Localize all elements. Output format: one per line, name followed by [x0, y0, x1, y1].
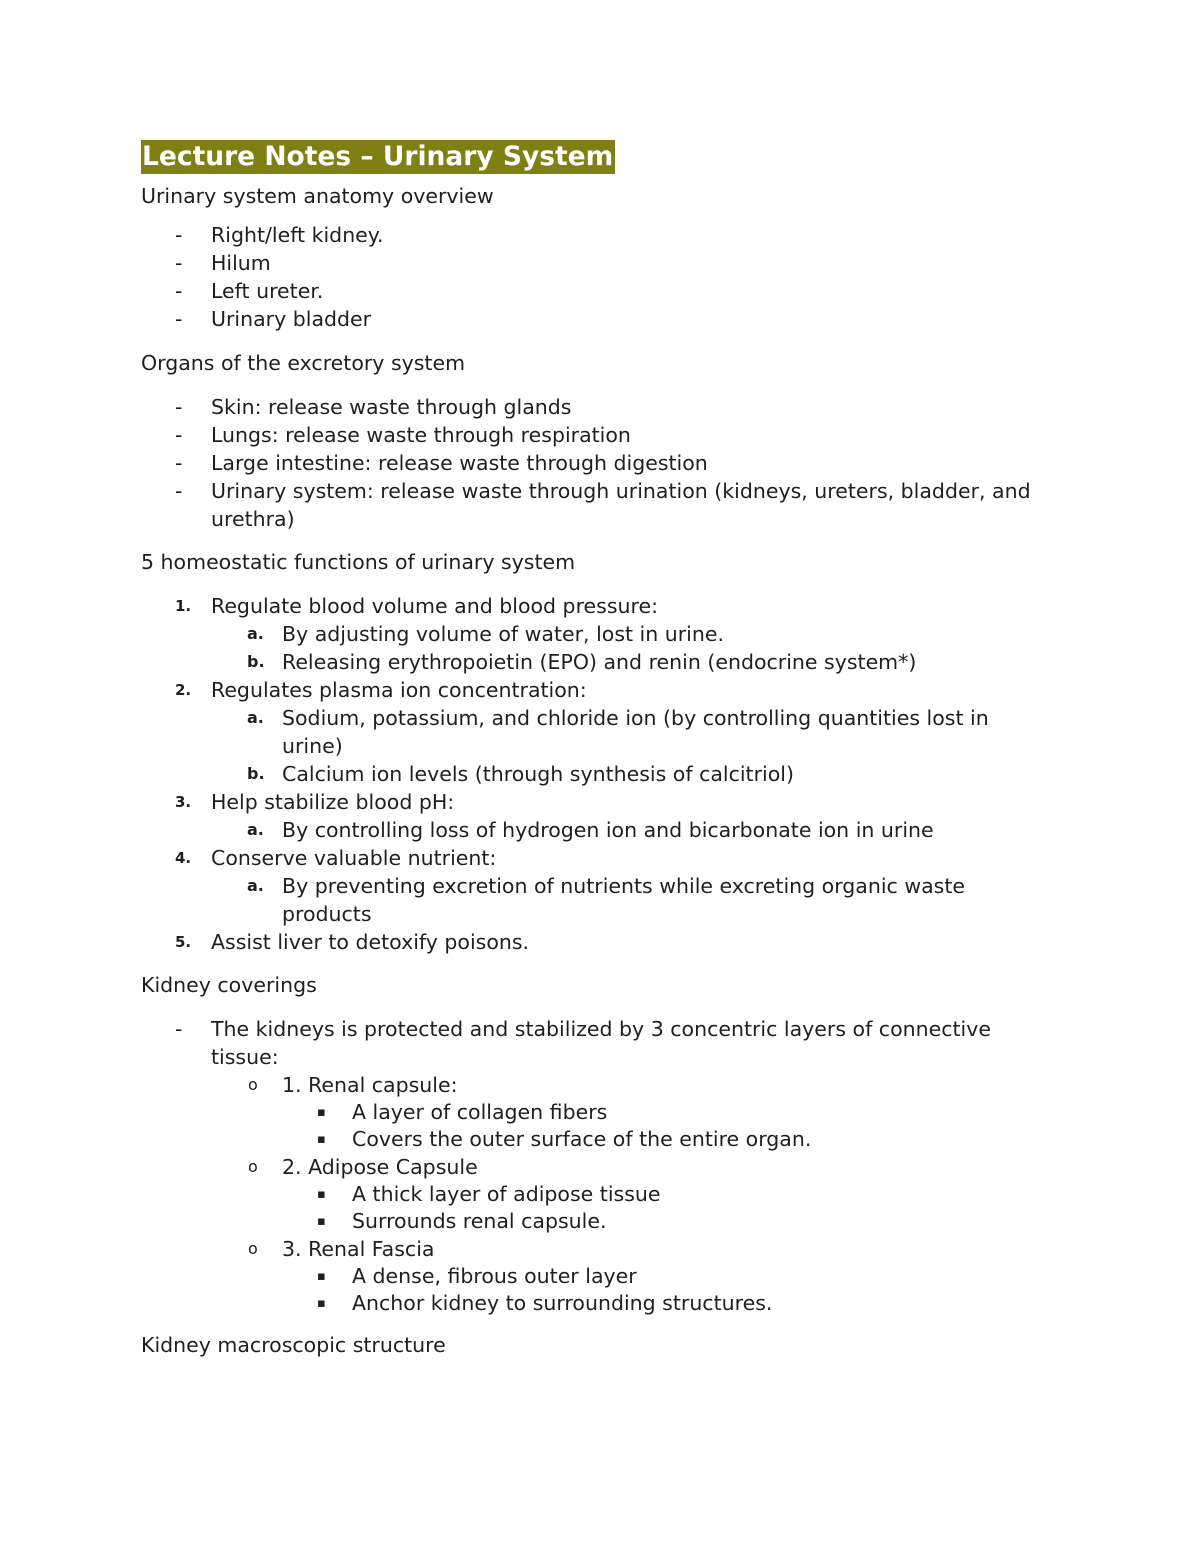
page-title: Lecture Notes – Urinary System — [142, 141, 614, 172]
dash-bullet: - — [175, 1017, 183, 1041]
layer-item: o 3. Renal Fascia — [248, 1237, 435, 1261]
dash-bullet: - — [175, 479, 183, 503]
point-item: ▪ Covers the outer surface of the entire organ. — [317, 1127, 812, 1151]
lettered-item: a. By adjusting volume of water, lost in urine. — [247, 622, 725, 646]
dash-bullet: - — [175, 223, 183, 247]
section-heading-excretory: Organs of the excretory system — [141, 351, 466, 375]
dash-bullet: - — [175, 251, 183, 275]
point-item: ▪ Anchor kidney to surrounding structures. — [317, 1291, 773, 1315]
layer-points — [141, 1181, 1041, 1235]
list-item: - Urinary bladder — [175, 307, 372, 331]
number-marker: 5. — [175, 933, 192, 951]
document-page — [141, 140, 1041, 1359]
list-item: - Right/left kidney. — [175, 223, 384, 247]
dash-bullet: - — [175, 451, 183, 475]
list-item: - Lungs: release waste through respiration — [175, 423, 631, 447]
numbered-item: 2. Regulates plasma ion concentration: — [175, 678, 587, 702]
number-marker: 4. — [175, 849, 192, 867]
square-bullet: ▪ — [317, 1214, 326, 1229]
lettered-item: a. By preventing excretion of nutrients while excreting organic waste products — [247, 874, 965, 926]
letter-marker: b. — [247, 652, 265, 671]
letter-marker: a. — [247, 708, 264, 727]
letter-marker: a. — [247, 624, 264, 643]
letter-marker: a. — [247, 820, 264, 839]
square-bullet: ▪ — [317, 1187, 326, 1202]
sub-list — [141, 816, 1041, 844]
section-heading-overview: Urinary system anatomy overview — [141, 184, 494, 208]
numbered-item: 1. Regulate blood volume and blood pressure: — [175, 594, 659, 618]
overview-list — [141, 221, 1041, 333]
excretory-list — [141, 393, 1041, 533]
section-heading-coverings: Kidney coverings — [141, 973, 317, 997]
square-bullet: ▪ — [317, 1105, 326, 1120]
sub-list — [141, 704, 1041, 788]
point-item: ▪ Surrounds renal capsule. — [317, 1209, 607, 1233]
point-item: ▪ A dense, fibrous outer layer — [317, 1264, 637, 1288]
numbered-item: 4. Conserve valuable nutrient: — [175, 846, 497, 870]
circle-bullet: o — [248, 1239, 258, 1258]
point-item: ▪ A thick layer of adipose tissue — [317, 1182, 661, 1206]
list-item: - Skin: release waste through glands — [175, 395, 572, 419]
coverings-list — [141, 1015, 1041, 1317]
dash-bullet: - — [175, 279, 183, 303]
list-item: - Large intestine: release waste through digestion — [175, 451, 708, 475]
list-item: - Hilum — [175, 251, 271, 275]
number-marker: 3. — [175, 793, 192, 811]
list-item: - Urinary system: release waste through urination (kidneys, ureters, bladder, and urethra) — [175, 479, 1031, 531]
layer-item: o 2. Adipose Capsule — [248, 1155, 478, 1179]
list-item: - Left ureter. — [175, 279, 324, 303]
square-bullet: ▪ — [317, 1132, 326, 1147]
square-bullet: ▪ — [317, 1269, 326, 1284]
circle-bullet: o — [248, 1075, 258, 1094]
sub-list — [141, 620, 1041, 676]
sub-list — [141, 872, 1041, 928]
lettered-item: a. By controlling loss of hydrogen ion and bicarbonate ion in urine — [247, 818, 934, 842]
layer-points — [141, 1099, 1041, 1153]
layers-list — [141, 1153, 1041, 1181]
letter-marker: a. — [247, 876, 264, 895]
lettered-item: b. Calcium ion levels (through synthesis of calcitriol) — [247, 762, 794, 786]
square-bullet: ▪ — [317, 1296, 326, 1311]
lettered-item: b. Releasing erythropoietin (EPO) and renin (endocrine system*) — [247, 650, 917, 674]
lettered-item: a. Sodium, potassium, and chloride ion (by controlling quantities lost in urine) — [247, 706, 989, 758]
circle-bullet: o — [248, 1157, 258, 1176]
dash-bullet: - — [175, 307, 183, 331]
letter-marker: b. — [247, 764, 265, 783]
numbered-item: 5. Assist liver to detoxify poisons. — [175, 930, 530, 954]
layer-item: o 1. Renal capsule: — [248, 1073, 458, 1097]
section-heading-macroscopic: Kidney macroscopic structure — [141, 1333, 446, 1357]
point-item: ▪ A layer of collagen fibers — [317, 1100, 608, 1124]
functions-list — [141, 592, 1041, 956]
section-heading-functions: 5 homeostatic functions of urinary system — [141, 550, 576, 574]
layers-list — [141, 1071, 1041, 1099]
number-marker: 2. — [175, 681, 192, 699]
layer-points — [141, 1263, 1041, 1317]
number-marker: 1. — [175, 597, 192, 615]
dash-bullet: - — [175, 395, 183, 419]
dash-bullet: - — [175, 423, 183, 447]
numbered-item: 3. Help stabilize blood pH: — [175, 790, 455, 814]
layers-list — [141, 1235, 1041, 1263]
list-item: - The kidneys is protected and stabilized by 3 concentric layers of connective tissue: — [175, 1017, 991, 1069]
